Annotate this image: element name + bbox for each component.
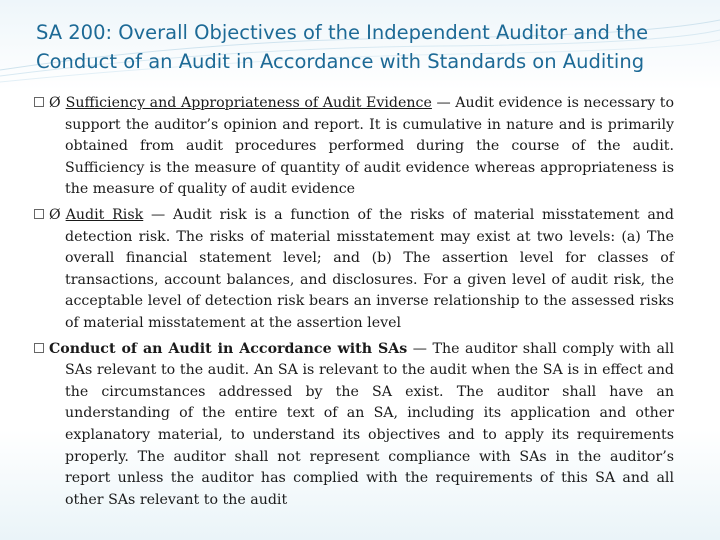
checkbox-bullet-icon: [34, 97, 44, 107]
bullet-audit-risk: [34, 205, 674, 335]
slide-body: [34, 93, 674, 515]
bullet-term: Sufficiency and Appropriateness of Audit Evidence: [65, 95, 432, 111]
bullet-term: Audit Risk: [65, 206, 144, 223]
bullet-text: — Audit risk is a function of the risks of material misstatement and detection risk. The risks of material misstatement may exist at two levels: (a) The overall financial statement level; and (b) The assertion level for classes of transactions, account balances, and disclosures. For a given level of audit risk, the acceptable level of detection risk bears an inverse relationship to the assessed risks of material misstatement at the assertion level: [65, 206, 674, 331]
arrow-bullet-icon: Ø: [49, 206, 61, 223]
checkbox-bullet-icon: [34, 343, 44, 353]
bullet-sufficiency: [34, 93, 674, 201]
bullet-text: — Audit evidence is necessary to support the auditor’s opinion and report. It is cumulative in nature and is primarily obtained from audit procedures performed during the course of the audit. Sufficiency is the measure of quantity of audit evidence whereas appropriateness is the measure of quality of audit evidence: [65, 95, 674, 198]
bullet-text: — The auditor shall comply with all SAs relevant to the audit. An SA is relevant to the audit when the SA is in effect and the circumstances addressed by the SA exist. The auditor shall have an understanding of the entire text of an SA, including its application and other explanatory material, to understand its objectives and to apply its requirements properly. The auditor shall not represent compliance with SAs in the auditor’s report unless the auditor has complied with the requirements of this SA and all other SAs relevant to the audit: [65, 340, 674, 508]
bullet-conduct-of-audit: [34, 339, 674, 512]
arrow-bullet-icon: Ø: [49, 95, 61, 111]
slide-title: SA 200: Overall Objectives of the Independent Auditor and the Conduct of an Audit in Accordance with Standards on Auditing: [36, 21, 649, 73]
checkbox-bullet-icon: [34, 209, 44, 219]
bullet-term: Conduct of an Audit in Accordance with SAs: [49, 340, 408, 357]
